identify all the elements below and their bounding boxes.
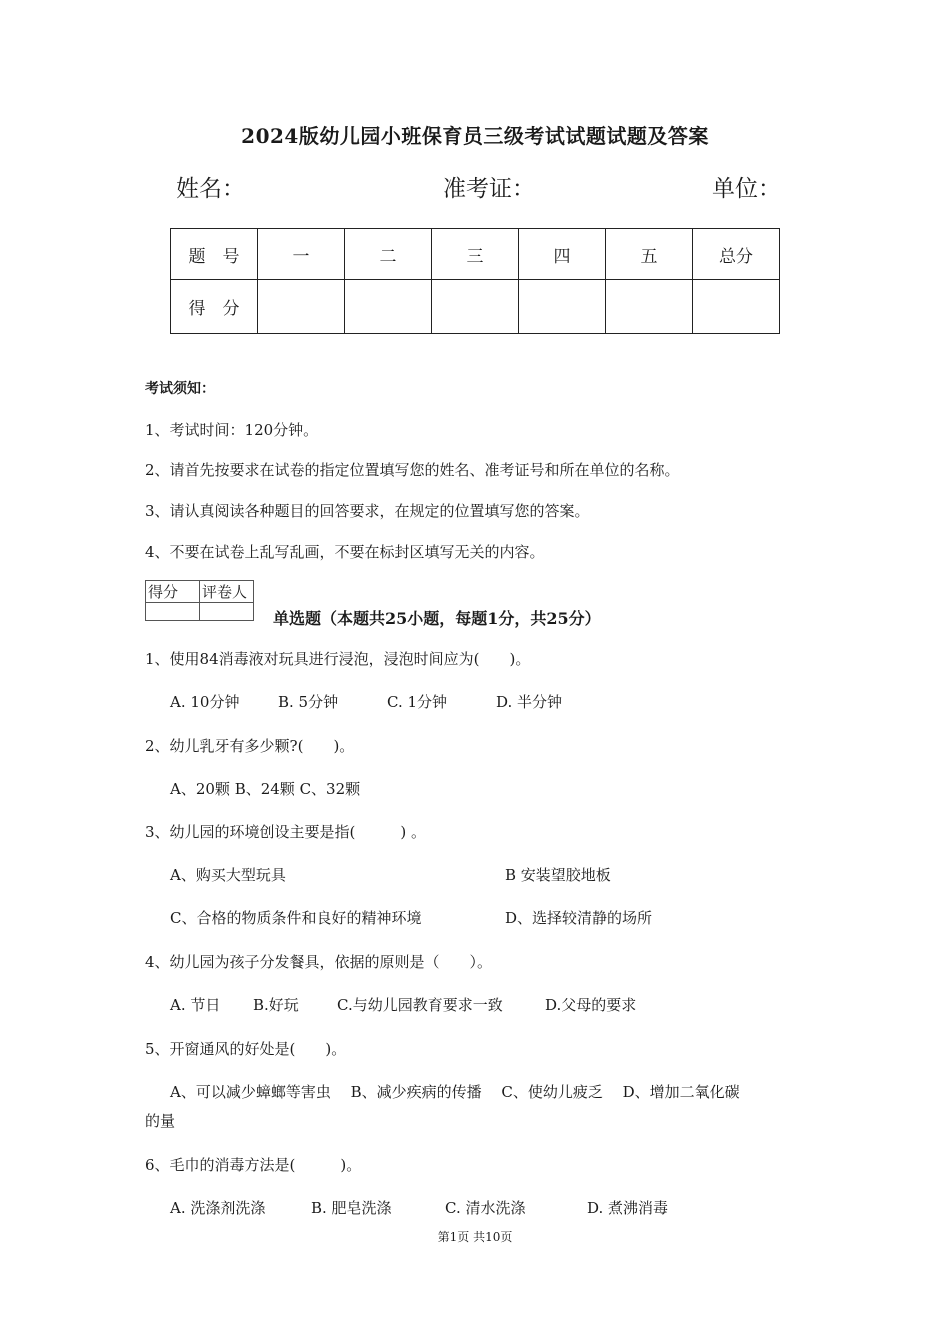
page-title: 2024版幼儿园小班保育员三级考试试题试题及答案 bbox=[241, 124, 709, 148]
unit-label: 单位： bbox=[712, 176, 781, 202]
name-label: 姓名： bbox=[176, 176, 245, 202]
grader-header-row bbox=[146, 581, 254, 603]
score-header-cell: 三 bbox=[432, 229, 519, 280]
exam-id-label: 准考证： bbox=[443, 176, 535, 202]
score-table bbox=[170, 228, 780, 334]
grader-reviewer-label: 评卷人 bbox=[200, 581, 254, 603]
section-heading: 单选题（本题共25小题，每题1分，共25分） bbox=[273, 609, 601, 628]
option-b: B. 肥皂洗涤 bbox=[311, 1199, 392, 1217]
question-stem: 5、开窗通风的好处是( )。 bbox=[145, 1040, 347, 1058]
notice-item: 2、请首先按要求在试卷的指定位置填写您的姓名、准考证号和所在单位的名称。 bbox=[145, 461, 680, 479]
score-cell[interactable] bbox=[519, 280, 606, 334]
option-d: D.父母的要求 bbox=[545, 996, 637, 1014]
question-stem: 6、毛巾的消毒方法是( )。 bbox=[145, 1156, 362, 1174]
option-line-continuation: 的量 bbox=[145, 1112, 176, 1130]
option-a: A. 洗涤剂洗涤 bbox=[170, 1199, 266, 1217]
notice-heading: 考试须知： bbox=[145, 381, 215, 397]
grader-reviewer-cell[interactable] bbox=[200, 603, 254, 621]
score-header-cell: 总分 bbox=[693, 229, 780, 280]
score-table-header-row bbox=[171, 229, 780, 280]
notice-item: 1、考试时间：120分钟。 bbox=[145, 421, 319, 439]
option-list: A、20颗 B、24颗 C、32颗 bbox=[170, 780, 361, 798]
grader-box bbox=[145, 580, 254, 621]
notice-item: 3、请认真阅读各种题目的回答要求，在规定的位置填写您的答案。 bbox=[145, 502, 590, 520]
score-header-cell: 二 bbox=[345, 229, 432, 280]
score-cell[interactable] bbox=[432, 280, 519, 334]
page-footer: 第1页 共10页 bbox=[437, 1230, 513, 1244]
question-stem: 2、幼儿乳牙有多少颗?( )。 bbox=[145, 737, 355, 755]
score-row-label: 得 分 bbox=[171, 280, 258, 334]
score-header-cell: 题 号 bbox=[171, 229, 258, 280]
option-b: B. 5分钟 bbox=[278, 693, 339, 711]
notice-item: 4、不要在试卷上乱写乱画，不要在标封区填写无关的内容。 bbox=[145, 543, 545, 561]
option-d: D、选择较清静的场所 bbox=[505, 909, 653, 927]
option-b: B.好玩 bbox=[253, 996, 299, 1014]
score-header-cell: 四 bbox=[519, 229, 606, 280]
score-header-cell: 五 bbox=[606, 229, 693, 280]
score-table-score-row bbox=[171, 280, 780, 334]
option-c: C.与幼儿园教育要求一致 bbox=[337, 996, 503, 1014]
question-stem: 3、幼儿园的环境创设主要是指( ) 。 bbox=[145, 823, 427, 841]
score-cell[interactable] bbox=[606, 280, 693, 334]
grader-score-cell[interactable] bbox=[146, 603, 200, 621]
question-stem: 1、使用84消毒液对玩具进行浸泡，浸泡时间应为( )。 bbox=[145, 650, 531, 668]
option-c: C. 1分钟 bbox=[387, 693, 448, 711]
option-a: A. 10分钟 bbox=[170, 693, 240, 711]
score-cell[interactable] bbox=[693, 280, 780, 334]
option-a: A. 节日 bbox=[170, 996, 221, 1014]
option-b: B 安装望胶地板 bbox=[505, 866, 611, 884]
score-header-cell: 一 bbox=[258, 229, 345, 280]
grader-score-label: 得分 bbox=[146, 581, 200, 603]
score-cell[interactable] bbox=[345, 280, 432, 334]
option-d: D. 半分钟 bbox=[496, 693, 563, 711]
option-d: D. 煮沸消毒 bbox=[587, 1199, 669, 1217]
question-stem: 4、幼儿园为孩子分发餐具，依据的原则是（ ）。 bbox=[145, 953, 493, 971]
option-line: A、可以减少蟑螂等害虫 B、减少疾病的传播 C、使幼儿疲乏 D、增加二氧化碳 bbox=[170, 1083, 740, 1101]
option-c: C. 清水洗涤 bbox=[445, 1199, 526, 1217]
option-c: C、合格的物质条件和良好的精神环境 bbox=[170, 909, 422, 927]
grader-input-row bbox=[146, 603, 254, 621]
option-a: A、购买大型玩具 bbox=[170, 866, 286, 884]
score-cell[interactable] bbox=[258, 280, 345, 334]
